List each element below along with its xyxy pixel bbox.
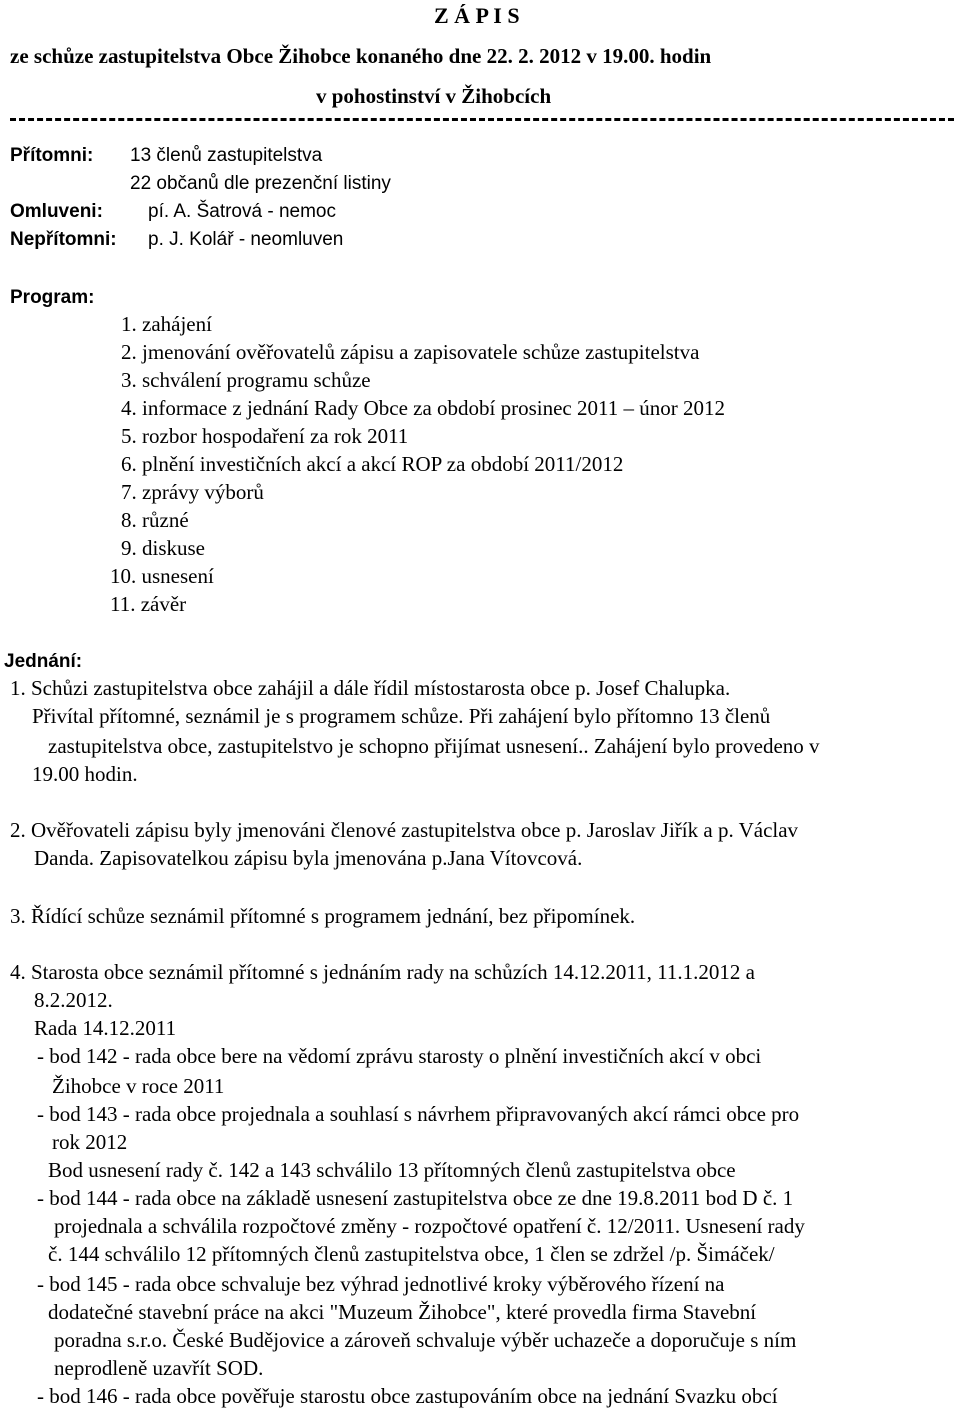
program-item: 1. zahájení: [121, 312, 212, 336]
proceedings-line: 19.00 hodin.: [32, 762, 138, 786]
program-item: 3. schválení programu schůze: [121, 368, 371, 392]
proceedings-line: - bod 146 - rada obce pověřuje starostu obce zastupováním obce na jednání Svazku obcí: [37, 1384, 778, 1408]
proceedings-line: 2. Ověřovateli zápisu byly jmenováni členové zastupitelstva obce p. Jaroslav Jiřík a p. Václav: [10, 818, 799, 842]
program-item: 8. různé: [121, 508, 189, 532]
proceedings-line: - bod 142 - rada obce bere na vědomí zprávu starosty o plnění investičních akcí v obci: [37, 1044, 762, 1068]
proceedings-label: Jednání:: [4, 651, 83, 672]
document-subtitle: ze schůze zastupitelstva Obce Žihobce konaného dne 22. 2. 2012 v 19.00. hodin: [10, 44, 712, 68]
proceedings-line: č. 144 schválilo 12 přítomných členů zastupitelstva obce, 1 člen se zdržel /p. Šimáček/: [48, 1242, 775, 1266]
proceedings-line: - bod 143 - rada obce projednala a souhlasí s návrhem připravovaných akcí rámci obce pro: [37, 1102, 800, 1126]
dashed-divider: [10, 118, 954, 121]
present-label: Přítomni:: [10, 145, 94, 166]
document-title: Z Á P I S: [434, 3, 520, 28]
proceedings-line: 3. Řídící schůze seznámil přítomné s programem jednání, bez připomínek.: [10, 904, 636, 928]
proceedings-line: poradna s.r.o. České Budějovice a zároveň schvaluje výběr uchazeče a doporučuje s ním: [54, 1328, 797, 1352]
proceedings-line: zastupitelstva obce, zastupitelstvo je schopno přijímat usnesení.. Zahájení bylo provedeno v: [48, 734, 820, 758]
present-members: 13 členů zastupitelstva: [130, 145, 323, 166]
program-label: Program:: [10, 287, 95, 308]
proceedings-line: Přivítal přítomné, seznámil je s programem schůze. Při zahájení bylo přítomno 13 členů: [32, 704, 771, 728]
program-item: 4. informace z jednání Rady Obce za období prosinec 2011 – únor 2012: [121, 396, 725, 420]
proceedings-line: rok 2012: [52, 1130, 128, 1154]
proceedings-line: Danda. Zapisovatelkou zápisu byla jmenována p.Jana Vítovcová.: [34, 846, 583, 870]
program-item: 6. plnění investičních akcí a akcí ROP za období 2011/2012: [121, 452, 624, 476]
program-item: 11. závěr: [110, 592, 187, 616]
proceedings-line: Rada 14.12.2011: [34, 1016, 177, 1040]
program-item: 10. usnesení: [110, 564, 214, 588]
proceedings-line: neprodleně uzavřít SOD.: [54, 1356, 264, 1380]
proceedings-line: 4. Starosta obce seznámil přítomné s jednáním rady na schůzích 14.12.2011, 11.1.2012 a: [10, 960, 755, 984]
excused-label: Omluveni:: [10, 201, 103, 222]
proceedings-line: Žihobce v roce 2011: [52, 1074, 225, 1098]
program-item: 2. jmenování ověřovatelů zápisu a zapisovatele schůze zastupitelstva: [121, 340, 700, 364]
program-item: 7. zprávy výborů: [121, 480, 264, 504]
present-citizens: 22 občanů dle prezenční listiny: [130, 173, 391, 194]
absent-value: p. J. Kolář - neomluven: [148, 229, 344, 250]
proceedings-line: 1. Schůzi zastupitelstva obce zahájil a dále řídil místostarosta obce p. Josef Chalupka.: [10, 676, 731, 700]
proceedings-line: dodatečné stavební práce na akci "Muzeum Žihobce", které provedla firma Stavební: [48, 1300, 757, 1324]
proceedings-line: - bod 144 - rada obce na základě usnesení zastupitelstva obce ze dne 19.8.2011 bod D č. 1: [37, 1186, 794, 1210]
meeting-location: v pohostinství v Žihobcích: [316, 84, 552, 108]
excused-value: pí. A. Šatrová - nemoc: [148, 201, 336, 222]
program-item: 9. diskuse: [121, 536, 205, 560]
proceedings-line: Bod usnesení rady č. 142 a 143 schválilo 13 přítomných členů zastupitelstva obce: [48, 1158, 736, 1182]
absent-label: Nepřítomni:: [10, 229, 117, 250]
proceedings-line: 8.2.2012.: [34, 988, 113, 1012]
proceedings-line: - bod 145 - rada obce schvaluje bez výhrad jednotlivé kroky výběrového řízení na: [37, 1272, 725, 1296]
proceedings-line: projednala a schválila rozpočtové změny - rozpočtové opatření č. 12/2011. Usnesení rady: [54, 1214, 805, 1238]
program-item: 5. rozbor hospodaření za rok 2011: [121, 424, 409, 448]
